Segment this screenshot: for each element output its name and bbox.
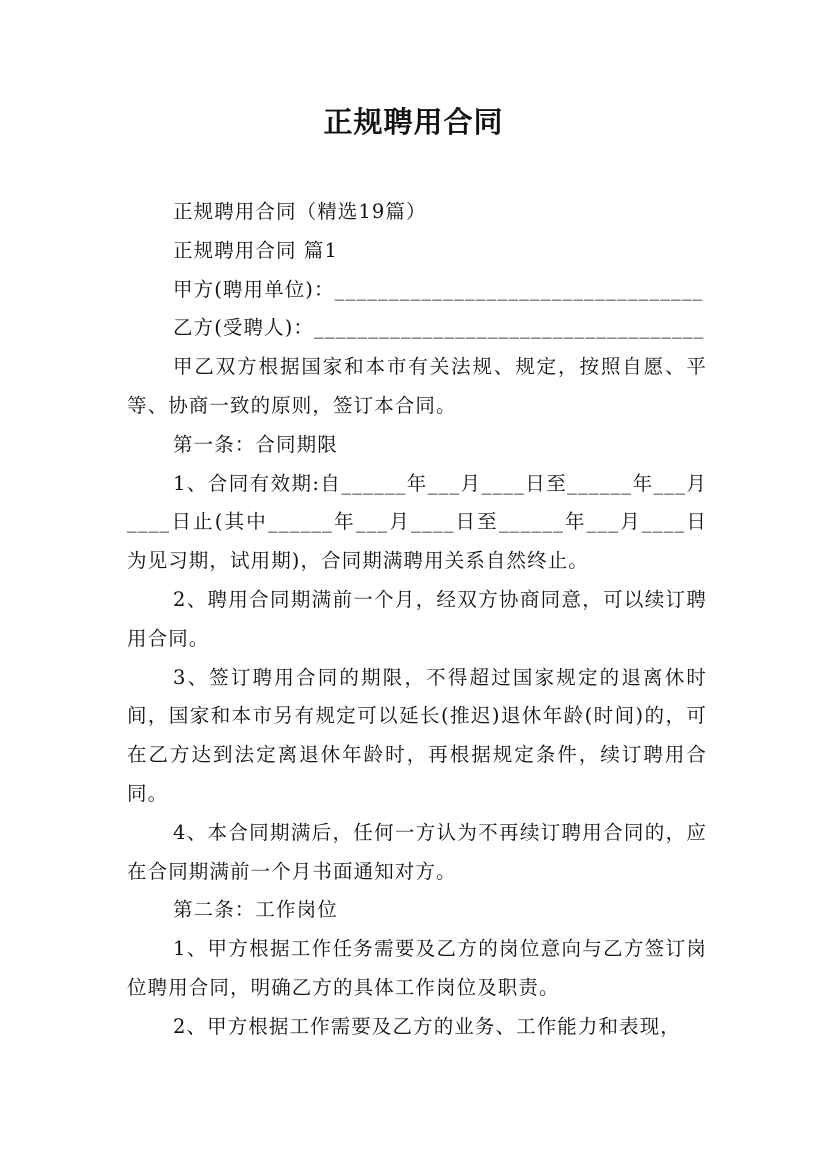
paragraph-section-2-heading: 第二条：工作岗位 — [173, 898, 338, 922]
paragraph-clause-1-1: 1、合同有效期:自______年___月____日至______年___月____日止(其中______年___月____日至______年___月____日为见习期，试用期)，合同期满聘用关系自然终止。 — [127, 471, 707, 573]
paragraph-clause-1-4: 4、本合同期满后，任何一方认为不再续订聘用合同的，应在合同期满前一个月书面通知对方。 — [127, 820, 707, 883]
paragraph-article-heading: 正规聘用合同 篇1 — [173, 238, 339, 262]
paragraph-party-b: 乙方(受聘人)：____________________________________ — [173, 316, 705, 340]
paragraph-clause-2-1: 1、甲方根据工作任务需要及乙方的岗位意向与乙方签订岗位聘用合同，明确乙方的具体工作岗位及职责。 — [127, 937, 707, 999]
document-body — [127, 193, 707, 1047]
paragraph-section-1-heading: 第一条：合同期限 — [173, 432, 338, 456]
document-title: 正规聘用合同 — [323, 105, 504, 139]
paragraph-clause-1-3: 3、签订聘用合同的期限，不得超过国家规定的退离休时间，国家和本市另有规定可以延长(推迟)退休年龄(时间)的，可在乙方达到法定离退休年龄时，再根据规定条件，续订聘用合同。 — [127, 665, 707, 805]
paragraph-preamble: 甲乙双方根据国家和本市有关法规、规定，按照自愿、平等、协商一致的原则，签订本合同。 — [127, 355, 707, 417]
paragraph-clause-2-2: 2、甲方根据工作需要及乙方的业务、工作能力和表现， — [173, 1014, 681, 1038]
paragraph-clause-1-2: 2、聘用合同期满前一个月，经双方协商同意，可以续订聘用合同。 — [127, 587, 707, 650]
paragraph-party-a: 甲方(聘用单位)：__________________________________ — [173, 277, 704, 301]
paragraph-collection-title: 正规聘用合同（精选19篇） — [173, 200, 427, 223]
